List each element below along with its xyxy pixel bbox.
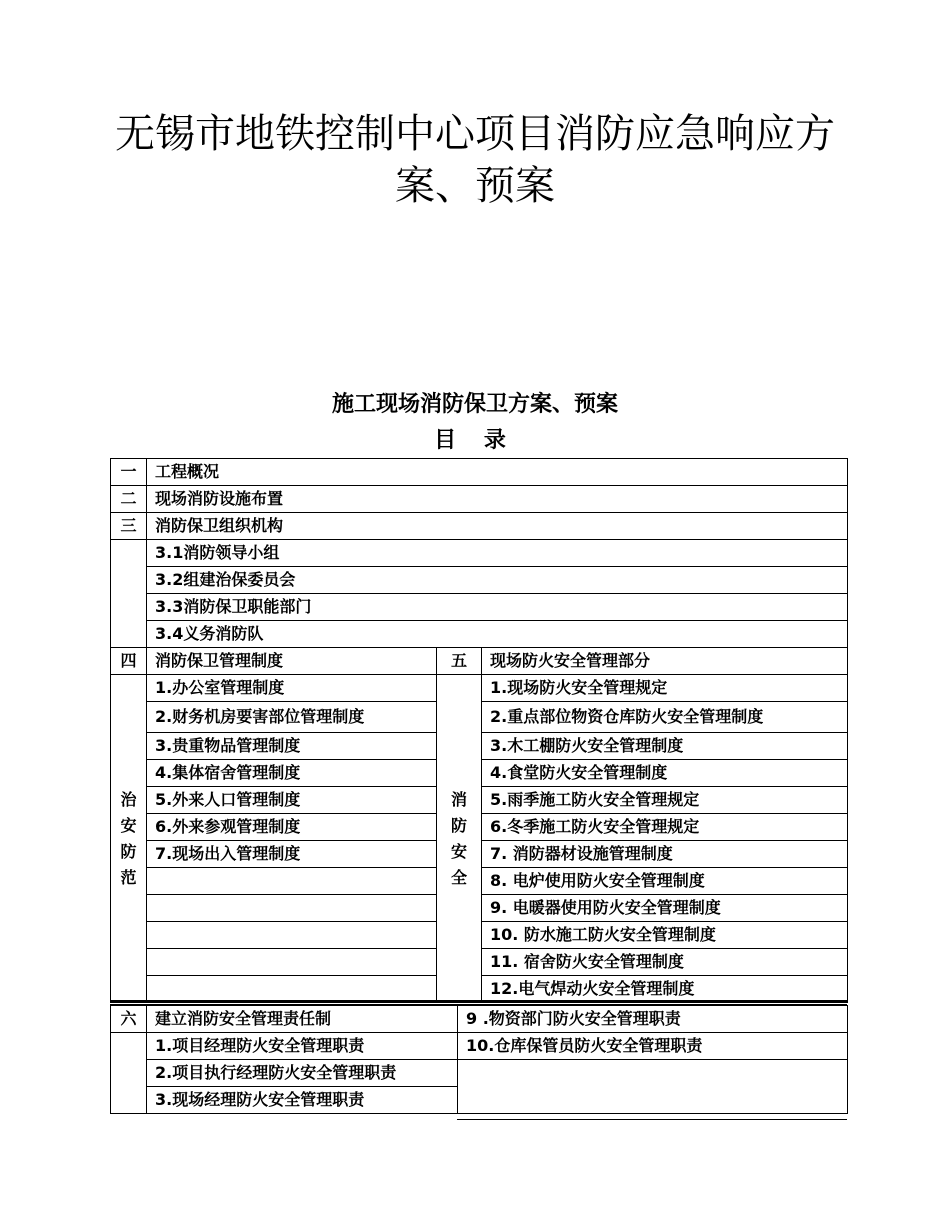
toc-item: 9. 电暖器使用防火安全管理制度 (482, 895, 848, 922)
section-title: 建立消防安全管理责任制 (147, 1006, 458, 1033)
toc-item: 4.集体宿舍管理制度 (147, 760, 437, 787)
double-rule-top (110, 1000, 847, 1002)
toc-item: 2.项目执行经理防火安全管理职责 (147, 1060, 458, 1087)
toc-item: 6.冬季施工防火安全管理规定 (482, 814, 848, 841)
toc-row (111, 486, 848, 513)
title-line-1: 无锡市地铁控制中心项目消防应急响应方 (115, 111, 835, 157)
document-title (0, 108, 950, 212)
toc-item: 7.现场出入管理制度 (147, 841, 437, 868)
toc-item: 3.2组建治保委员会 (147, 567, 848, 594)
toc-item: 3.贵重物品管理制度 (147, 733, 437, 760)
toc-row (111, 1006, 848, 1033)
empty-cell (147, 868, 437, 895)
toc-item: 5.雨季施工防火安全管理规定 (482, 787, 848, 814)
toc-item: 11. 宿舍防火安全管理制度 (482, 949, 848, 976)
side-label-zhianfangfan: 治 安 防 范 (111, 675, 147, 1003)
toc-item: 3.现场经理防火安全管理职责 (147, 1087, 458, 1114)
toc-item: 1.现场防火安全管理规定 (482, 675, 848, 702)
section-number: 三 (111, 513, 147, 540)
toc-item: 2.重点部位物资仓库防火安全管理制度 (482, 702, 848, 733)
toc-item: 6.外来参观管理制度 (147, 814, 437, 841)
toc-heading: 目 录 (434, 428, 516, 453)
empty-cell (147, 976, 437, 1003)
section-title: 现场消防设施布置 (147, 486, 848, 513)
section-number: 二 (111, 486, 147, 513)
toc-item: 2.财务机房要害部位管理制度 (147, 702, 437, 733)
section-title: 现场防火安全管理部分 (482, 648, 848, 675)
toc-table-section-6 (110, 1005, 848, 1114)
toc-row (111, 648, 848, 675)
toc-item: 1.办公室管理制度 (147, 675, 437, 702)
toc-item: 1.项目经理防火安全管理职责 (147, 1033, 458, 1060)
toc-item: 3.3消防保卫职能部门 (147, 594, 848, 621)
empty-cell (111, 1033, 147, 1114)
section-title: 工程概况 (147, 459, 848, 486)
toc-item: 12.电气焊动火安全管理制度 (482, 976, 848, 1003)
toc-item: 3.1消防领导小组 (147, 540, 848, 567)
toc-row (111, 540, 848, 567)
bottom-rule (457, 1119, 847, 1120)
toc-row (111, 1033, 848, 1060)
side-label-xiaofanganquan: 消 防 安 全 (437, 675, 482, 1003)
toc-row (111, 459, 848, 486)
toc-row (111, 513, 848, 540)
section-title: 消防保卫组织机构 (147, 513, 848, 540)
section-number: 六 (111, 1006, 147, 1033)
toc-item: 5.外来人口管理制度 (147, 787, 437, 814)
toc-item: 10. 防水施工防火安全管理制度 (482, 922, 848, 949)
empty-cell (458, 1060, 848, 1114)
toc-item: 3.4义务消防队 (147, 621, 848, 648)
toc-table (110, 458, 848, 1003)
title-line-2: 案、预案 (395, 163, 555, 209)
toc-item: 8. 电炉使用防火安全管理制度 (482, 868, 848, 895)
section-number: 五 (437, 648, 482, 675)
toc-row (111, 594, 848, 621)
empty-cell (111, 540, 147, 648)
toc-row (111, 675, 848, 702)
empty-cell (147, 895, 437, 922)
toc-item: 9 .物资部门防火安全管理职责 (458, 1006, 848, 1033)
empty-cell (147, 949, 437, 976)
toc-row (111, 567, 848, 594)
section-number: 四 (111, 648, 147, 675)
toc-item: 4.食堂防火安全管理制度 (482, 760, 848, 787)
toc-row (111, 1060, 848, 1087)
empty-cell (147, 922, 437, 949)
toc-row (111, 621, 848, 648)
section-title: 消防保卫管理制度 (147, 648, 437, 675)
document-subtitle: 施工现场消防保卫方案、预案 (331, 392, 618, 417)
section-number: 一 (111, 459, 147, 486)
toc-item: 3.木工棚防火安全管理制度 (482, 733, 848, 760)
toc-item: 10.仓库保管员防火安全管理职责 (458, 1033, 848, 1060)
toc-item: 7. 消防器材设施管理制度 (482, 841, 848, 868)
